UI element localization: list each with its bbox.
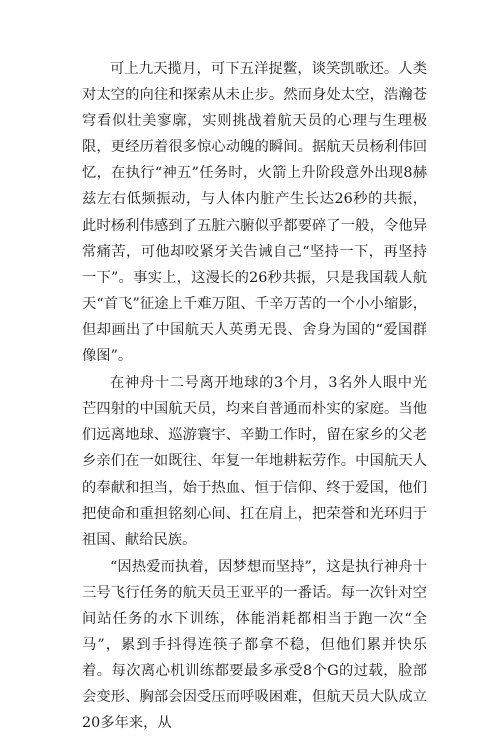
paragraph-space-exploration: 可上九天揽月，可下五洋捉鳖，谈笑凯歌还。人类对太空的向往和探索从未止步。然而身处太空，浩瀚苍穹看似壮美寥廓，实则挑战着航天员的心理与生理极限，更经历着很多惊心动魄的瞬间。据航天员杨利伟回忆，在执行“神五”任务时，火箭上升阶段意外出现8赫兹左右低频振动，与人体内脏产生长达26秒的共振，此时杨利伟感到了五脏六腑似乎都要碎了一般，令他异常痛苦，可他却咬紧牙关告诫自己“坚持一下，再坚持一下”。事实上，这漫长的26秒共振，只是我国载人航天“首飞”征途上千难万阻、千辛万苦的一个小小缩影，但却画出了中国航天人英勇无畏、舍身为国的“爱国群像图”。 — [82, 61, 427, 365]
paragraph-shenzhou-12: 在神舟十二号离开地球的3个月，3名外人眼中光芒四射的中国航天员，均来自普通而朴实的家庭。当他们远离地球、巡游寰宇、辛勤工作时，留在家乡的父老乡亲们在一如既往、年复一年地耕耘劳作。中国航天人的奉献和担当，始于热血、恒于信仰、终于爱国，他们把使命和重担铭刻心间、扛在肩上，把荣誉和光环归于祖国、献给民族。 — [82, 375, 427, 548]
document-page — [82, 56, 427, 736]
paragraph-wang-yaping: “因热爱而执着，因梦想而坚持”，这是执行神舟十三号飞行任务的航天员王亚平的一番话。每一次针对空间站任务的水下训练，体能消耗都相当于跑一次“全马”，累到手抖得连筷子都拿不稳，但他们累并快乐着。每次离心机训练都要最多承受8个G的过载，脸部会变形、胸部会因受压而呼吸困难，但航天员大队成立20多年来，从 — [82, 558, 427, 732]
